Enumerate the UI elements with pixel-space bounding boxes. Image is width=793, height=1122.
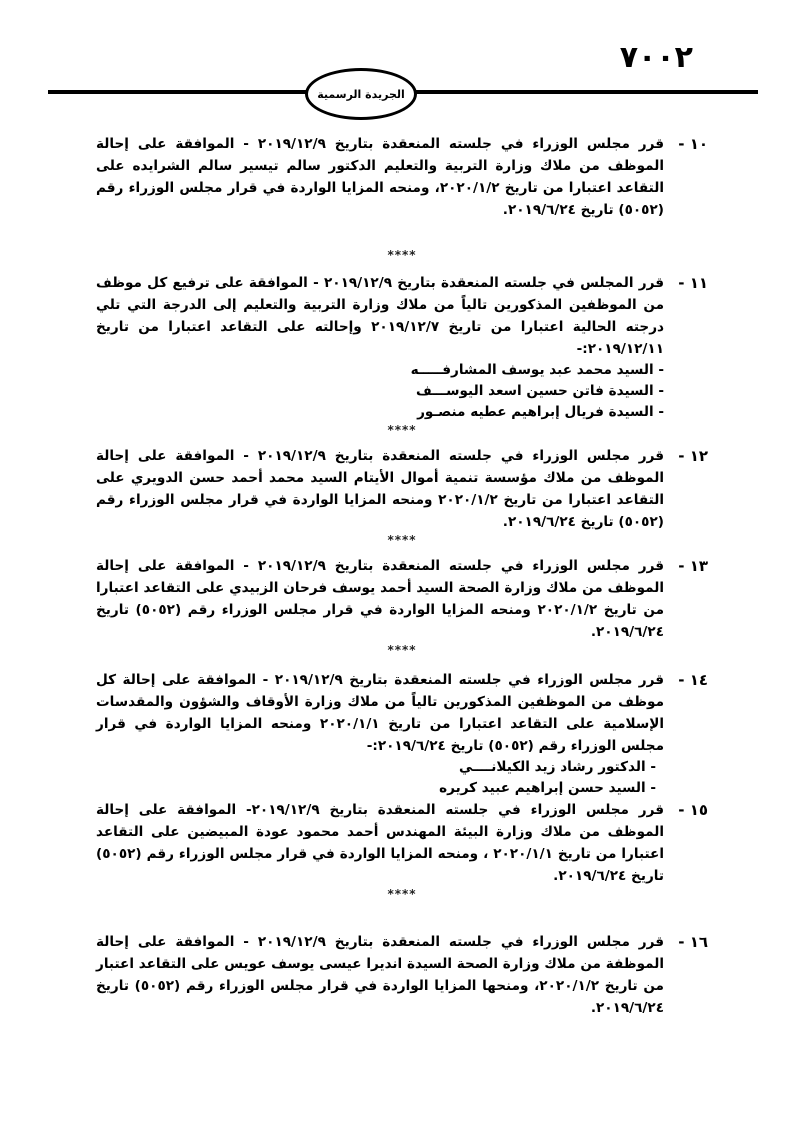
item-text: قرر مجلس الوزراء في جلسته المنعقدة بتاريخ ٢٠١٩/١٢/٩ - الموافقة على إحالة الموظف من ملاك وزارة التربية والتعليم الدكتور سالم تيسير سالم الشرايده على التقاعد اعتبارا من تاريخ ٢٠٢٠/١/٢، ومنحه المزايا الواردة في قرار مجلس الوزراء رقم (٥٠٥٢) تاريخ ٢٠١٩/٦/٢٤. — [96, 136, 664, 218]
decision-item-14 — [96, 669, 708, 799]
item-number: ١٠ - — [678, 135, 708, 153]
decision-item-16 — [96, 931, 708, 1019]
item-number: ١٣ - — [678, 557, 708, 575]
item-text: قرر مجلس الوزراء في جلسته المنعقدة بتاريخ ٢٠١٩/١٢/٩ - الموافقة على إحالة كل موظف من الموظفين المذكورين تالياً من ملاك وزارة الأوقاف والشؤون والمقدسات الإسلامية على التقاعد اعتبارا من تاريخ ٢٠٢٠/١/١ ومنحه المزايا الواردة في قرار مجلس الوزراء رقم (٥٠٥٢) تاريخ ٢٠١٩/٦/٢٤:- — [96, 672, 664, 754]
decision-item-12 — [96, 445, 708, 533]
separator: **** — [387, 887, 417, 901]
item-number: ١٦ - — [678, 933, 708, 951]
gazette-title: الجريدة الرسمية — [317, 87, 405, 101]
separator: **** — [387, 248, 417, 262]
item-number: ١٥ - — [678, 801, 708, 819]
item-text: قرر مجلس الوزراء في جلسته المنعقدة بتاريخ ٢٠١٩/١٢/٩- الموافقة على إحالة الموظف من ملاك وزارة البيئة المهندس أحمد محمود عودة المبيضين على التقاعد اعتبارا من تاريخ ٢٠٢٠/١/١ ، ومنحه المزايا الواردة في قرار مجلس الوزراء رقم (٥٠٥٢) تاريخ ٢٠١٩/٦/٢٤. — [96, 802, 664, 884]
gazette-title-oval — [305, 68, 417, 120]
item-number: ١١ - — [678, 274, 708, 292]
item-text: قرر مجلس الوزراء في جلسته المنعقدة بتاريخ ٢٠١٩/١٢/٩ - الموافقة على إحالة الموظف من ملاك مؤسسة تنمية أموال الأيتام السيد محمد أحمد حسن الدويري على التقاعد اعتبارا من تاريخ ٢٠٢٠/١/٢ ومنحه المزايا الواردة في قرار مجلس الوزراء رقم (٥٠٥٢) تاريخ ٢٠١٩/٦/٢٤. — [96, 448, 664, 530]
item-text: قرر مجلس الوزراء في جلسته المنعقدة بتاريخ ٢٠١٩/١٢/٩ - الموافقة على إحالة الموظف من ملاك وزارة الصحة السيد أحمد يوسف فرحان الزبيدي على التقاعد اعتبارا من تاريخ ٢٠٢٠/١/٢ ومنحه المزايا الواردة في قرار مجلس الوزراء رقم (٥٠٥٢) تاريخ ٢٠١٩/٦/٢٤. — [96, 558, 664, 640]
separator: **** — [387, 533, 417, 547]
item-text: قرر المجلس في جلسته المنعقدة بتاريخ ٢٠١٩/١٢/٩ - الموافقة على ترفيع كل موظف من الموظفين المذكورين تالياً من ملاك وزارة التربية والتعليم إلى الدرجة التي تلي درجته الحالية اعتبارا من تاريخ ٢٠١٩/١٢/٧ وإحالته على التقاعد اعتبارا من تاريخ ٢٠١٩/١٢/١١:- — [96, 275, 665, 357]
decision-item-11 — [96, 272, 708, 423]
decision-item-13 — [96, 555, 708, 643]
document-body — [96, 133, 708, 1019]
decision-item-15 — [96, 799, 708, 887]
name-entry: - السيد محمد عبد يوسف المشارفـــــه — [96, 360, 664, 381]
decision-item-10 — [96, 133, 708, 221]
name-entry: - السيد حسن إبراهيم عبيد كريره — [96, 778, 656, 799]
names-list — [96, 360, 664, 423]
name-entry: - السيدة فاتن حسين اسعد اليوســـف — [96, 381, 664, 402]
separator: **** — [387, 423, 417, 437]
separator: **** — [387, 643, 417, 657]
item-number: ١٢ - — [678, 447, 708, 465]
item-text: قرر مجلس الوزراء في جلسته المنعقدة بتاريخ ٢٠١٩/١٢/٩ - الموافقة على إحالة الموظفة من ملاك وزارة الصحة السيدة انديرا عيسى يوسف عويس على التقاعد اعتبار من تاريخ ٢٠٢٠/١/٢، ومنحها المزايا الواردة في قرار مجلس الوزراء رقم (٥٠٥٢) تاريخ ٢٠١٩/٦/٢٤. — [96, 934, 664, 1016]
item-number: ١٤ - — [678, 671, 708, 689]
page-number: ٧٠٠٢ — [619, 40, 693, 75]
names-list — [96, 757, 664, 799]
name-entry: - السيدة فريال إبراهيم عطيه منصـور — [96, 402, 664, 423]
name-entry: - الدكتور رشاد زيد الكيلانــــي — [96, 757, 656, 778]
